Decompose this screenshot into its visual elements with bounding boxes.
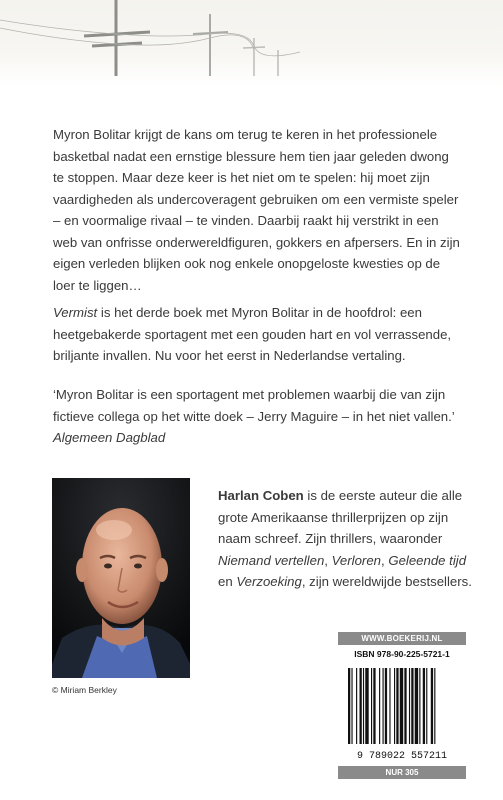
author-bio-text: is de eerste auteur die alle grote Amerikaanse thrillerprijzen op zijn naam schreef. Zijn thrillers, waaronder xyxy=(218,488,463,546)
blurb-paragraph-2 xyxy=(53,302,463,367)
barcode-bar xyxy=(385,668,387,744)
barcode-block xyxy=(338,632,466,779)
barcode-bar xyxy=(379,668,380,744)
barcode-bar xyxy=(383,668,384,744)
quote-text: ‘Myron Bolitar is een sportagent met problemen waarbij die van zijn fictieve collega op het witte doek – Jerry Maguire – in het niet vallen.’ xyxy=(53,387,455,424)
press-quote xyxy=(53,384,463,449)
barcode-bar xyxy=(348,668,350,744)
barcode-bar xyxy=(356,668,357,744)
author-bio-end: , zijn wereldwijde bestsellers. xyxy=(301,574,472,589)
photo-credit: © Miriam Berkley xyxy=(52,685,117,695)
barcode-bar xyxy=(409,668,410,744)
barcode xyxy=(338,662,466,762)
barcode-bar xyxy=(363,668,364,744)
barcode-bar xyxy=(419,668,420,744)
barcode-bar xyxy=(365,668,368,744)
book-title-verzoeking: Verzoeking xyxy=(236,574,302,589)
author-name: Harlan Coben xyxy=(218,488,304,503)
blurb-paragraph: Myron Bolitar krijgt de kans om terug te keren in het professionele basketbal nadat een ernstige blessure hem tien jaar geleden dwong te stoppen. Maar deze keer is het niet om te spelen: hij moet zijn vaardigheden als undercoveragent gebruiken om een vermiste speler – en voormalige rivaal – te vinden. Daarbij raakt hij verstrikt in een web van onfrisse onderwereldfiguren, gokkers en afpersers. En in zijn eigen verleden blijken ook nog enkele onopgeloste kwesties op de loer te liggen… xyxy=(53,127,460,293)
barcode-bar xyxy=(394,668,395,744)
isbn-number: ISBN 978-90-225-5721-1 xyxy=(354,649,450,659)
publisher-website: WWW.BOEKERIJ.NL xyxy=(338,632,466,645)
author-bio xyxy=(218,485,478,593)
barcode-bar xyxy=(434,668,435,744)
barcode-bar xyxy=(404,668,406,744)
blurb-paragraph-2-text: is het derde boek met Myron Bolitar in de hoofdrol: een heetgebakerde sportagent met een gouden hart en vol verrassende, briljante invallen. Nu voor het eerst in Nederlandse vertaling. xyxy=(53,305,452,363)
barcode-bar xyxy=(415,668,418,744)
cover-top-photo xyxy=(0,0,503,86)
book-title: Vermist xyxy=(53,305,98,320)
book-title-geleende-tijd: Geleende tijd xyxy=(388,552,467,568)
barcode-bar xyxy=(389,668,390,744)
barcode-bar xyxy=(396,668,398,744)
book-title-verloren: Verloren xyxy=(331,552,381,568)
quote-source: Algemeen Dagblad xyxy=(53,430,166,445)
barcode-bar xyxy=(360,668,362,744)
barcode-digits: 9 789022 557211 xyxy=(356,751,448,762)
barcode-bar xyxy=(423,668,425,744)
title-separator: , xyxy=(380,552,389,568)
barcode-bar xyxy=(400,668,403,744)
barcode-bar xyxy=(411,668,413,744)
barcode-bar xyxy=(431,668,433,744)
barcode-bar xyxy=(351,668,352,744)
book-title-niemand-vertellen: Niemand vertellen xyxy=(218,552,325,568)
barcode-bar xyxy=(371,668,372,744)
author-photo xyxy=(52,478,190,678)
title-separator: en xyxy=(218,574,237,589)
nur-code: NUR 305 xyxy=(338,766,466,779)
barcode-bar xyxy=(373,668,375,744)
title-separator: , xyxy=(324,552,332,568)
barcode-bar xyxy=(426,668,427,744)
